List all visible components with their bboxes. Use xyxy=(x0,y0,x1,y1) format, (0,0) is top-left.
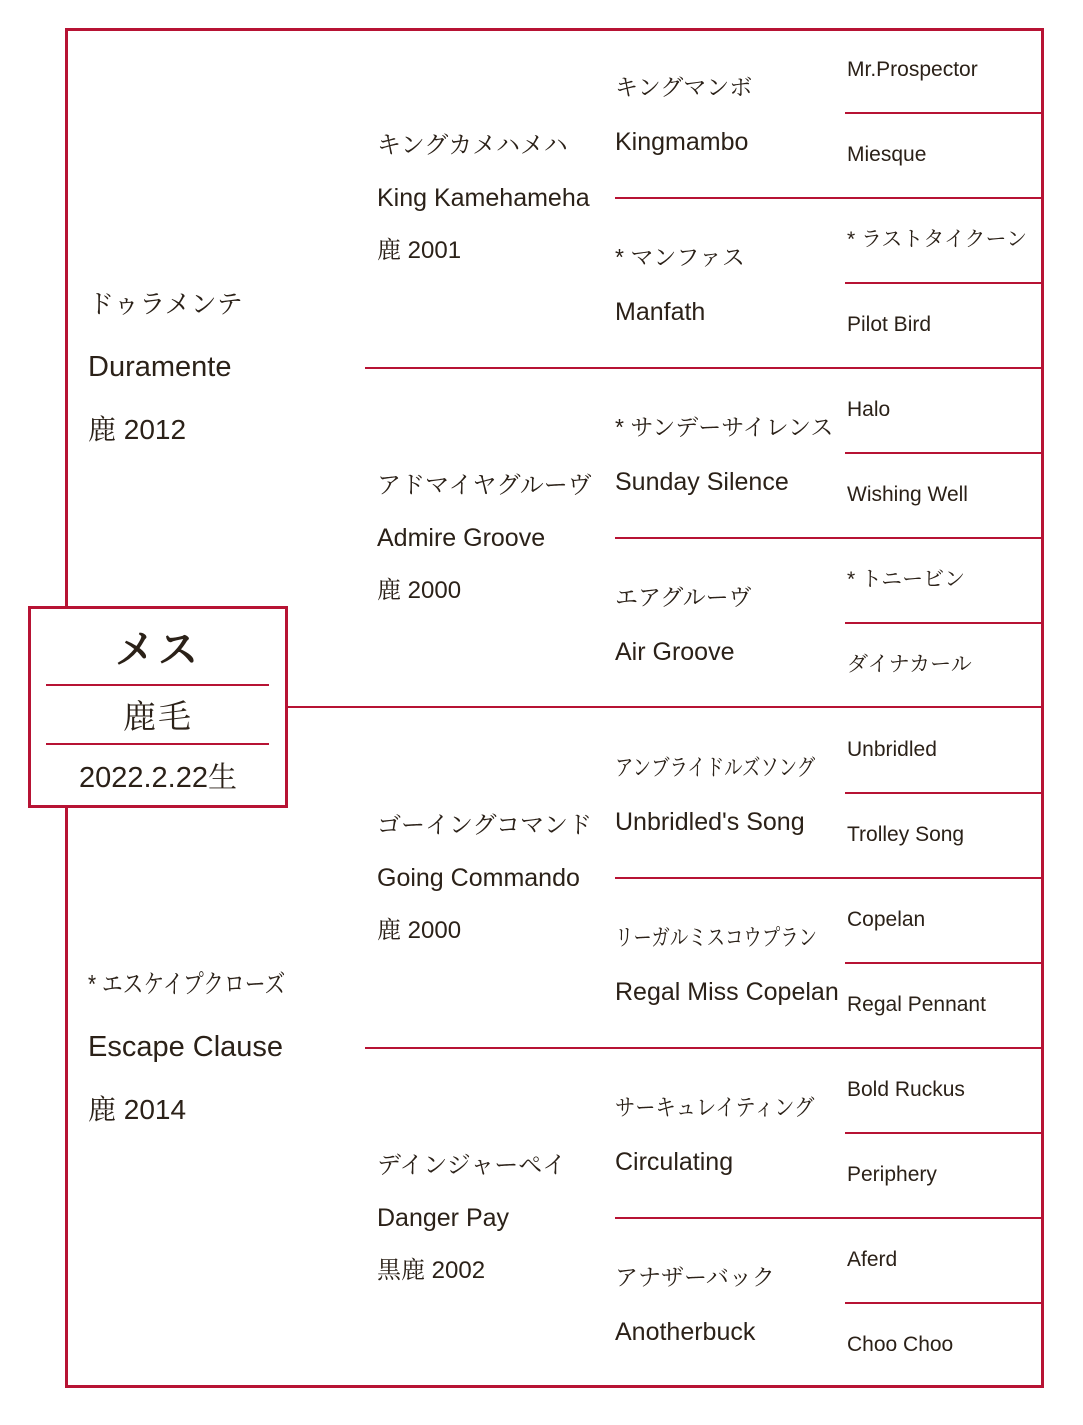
sex-label: メス xyxy=(115,628,201,672)
pedigree-cell-gen4-10 xyxy=(847,793,964,878)
pedigree-cell-gen4-11 xyxy=(847,878,925,963)
horse-name: * トニービン xyxy=(847,568,966,592)
horse-coat-year: 鹿 2012 xyxy=(88,414,187,446)
horse-name: Mr.Prospector xyxy=(847,58,978,82)
pedigree-cell-gen4-3 xyxy=(847,198,1027,283)
horse-name-kana: アナザーバック xyxy=(615,1264,775,1291)
horse-name-latin: Regal Miss Copelan xyxy=(615,978,839,1007)
horse-name-latin: Going Commando xyxy=(377,863,580,892)
horse-name-latin: Air Groove xyxy=(615,638,735,667)
horse-name: Pilot Bird xyxy=(847,313,932,337)
horse-name-kana: * マンファス xyxy=(615,244,745,271)
horse-name-kana: * エスケイプクローズ xyxy=(88,969,286,1000)
pedigree-cell-gen4-12 xyxy=(847,963,986,1048)
horse-name-kana: リーガルミスコウプラン xyxy=(615,924,818,951)
coat-label: 鹿毛 xyxy=(123,698,193,735)
horse-name-kana: サーキュレイティング xyxy=(615,1094,815,1121)
horse-name: Bold Ruckus xyxy=(847,1078,965,1102)
horse-coat-year: 鹿 2000 xyxy=(377,917,462,945)
horse-name-latin: Escape Clause xyxy=(88,1030,284,1063)
horse-name-latin: Danger Pay xyxy=(377,1203,510,1232)
horse-name: Halo xyxy=(847,398,891,422)
pedigree-cell-gen4-14 xyxy=(847,1133,937,1218)
pedigree-cell-gen3-5 xyxy=(615,708,865,878)
subject-info-box xyxy=(28,606,288,808)
pedigree-cell-gen4-13 xyxy=(847,1048,965,1133)
pedigree-cell-gen4-7 xyxy=(847,538,965,623)
horse-name: Copelan xyxy=(847,908,926,932)
pedigree-cell-gen3-1 xyxy=(615,28,752,198)
pedigree-cell-gen4-15 xyxy=(847,1218,897,1303)
horse-name-kana: デインジャーペイ xyxy=(377,1151,567,1179)
horse-name-latin: Anotherbuck xyxy=(615,1318,756,1347)
horse-name-latin: Kingmambo xyxy=(615,128,749,157)
pedigree-cell-gen3-3 xyxy=(615,368,833,538)
pedigree-cell-gen2-2 xyxy=(377,368,592,708)
horse-name: Trolley Song xyxy=(847,823,965,847)
pedigree-cell-gen4-4 xyxy=(847,283,931,368)
horse-name: Aferd xyxy=(847,1248,898,1272)
pedigree-cell-gen3-8 xyxy=(615,1218,775,1388)
horse-name-kana: キングマンボ xyxy=(615,74,753,101)
horse-name-kana: ゴーイングコマンド xyxy=(377,811,593,839)
pedigree-cell-gen4-5 xyxy=(847,368,890,453)
horse-name-latin: King Kamehameha xyxy=(377,183,590,212)
horse-name-kana: ドゥラメンテ xyxy=(88,289,243,320)
pedigree-cell-gen4-2 xyxy=(847,113,926,198)
horse-name: * ラストタイクーン xyxy=(847,228,1028,252)
horse-name-latin: Sunday Silence xyxy=(615,468,789,497)
horse-name-latin: Admire Groove xyxy=(377,523,546,552)
horse-name: Miesque xyxy=(847,143,927,167)
pedigree-cell-gen2-4 xyxy=(377,1048,566,1388)
horse-name-latin: Duramente xyxy=(88,350,232,383)
horse-name-kana: アドマイヤグルーヴ xyxy=(377,471,592,499)
pedigree-cell-gen3-2 xyxy=(615,198,745,368)
horse-name-latin: Manfath xyxy=(615,298,706,327)
pedigree-cell-gen4-6 xyxy=(847,453,968,538)
horse-name-kana: アンブライドルズソング xyxy=(615,754,816,781)
pedigree-cell-gen4-16 xyxy=(847,1303,953,1388)
pedigree-cell-gen4-1 xyxy=(847,28,978,113)
pedigree-cell-gen2-1 xyxy=(377,28,590,368)
pedigree-cell-dam xyxy=(88,708,335,1388)
horse-name-kana: エアグルーヴ xyxy=(615,584,752,611)
horse-name-latin: Unbridled's Song xyxy=(615,808,805,837)
horse-name: Wishing Well xyxy=(847,483,968,507)
pedigree-cell-gen3-6 xyxy=(615,878,868,1048)
horse-name: Regal Pennant xyxy=(847,993,986,1017)
horse-name-kana: キングカメハメハ xyxy=(377,131,568,159)
pedigree-cell-gen4-9 xyxy=(847,708,937,793)
horse-name: Choo Choo xyxy=(847,1333,954,1357)
horse-name: Unbridled xyxy=(847,738,937,762)
pedigree-cell-gen2-3 xyxy=(377,708,592,1048)
horse-name: ダイナカール xyxy=(847,653,972,677)
pedigree-cell-gen3-7 xyxy=(615,1048,842,1218)
horse-coat-year: 黒鹿 2002 xyxy=(377,1257,486,1285)
horse-name-kana: * サンデーサイレンス xyxy=(615,414,834,441)
horse-coat-year: 鹿 2000 xyxy=(377,577,462,605)
pedigree-cell-gen4-8 xyxy=(847,623,972,708)
pedigree-cell-gen3-4 xyxy=(615,538,752,708)
horse-coat-year: 鹿 2014 xyxy=(88,1094,187,1126)
horse-coat-year: 鹿 2001 xyxy=(377,237,462,265)
horse-name-latin: Circulating xyxy=(615,1148,734,1177)
horse-name: Periphery xyxy=(847,1163,937,1187)
birthdate-label: 2022.2.22生 xyxy=(78,761,237,794)
